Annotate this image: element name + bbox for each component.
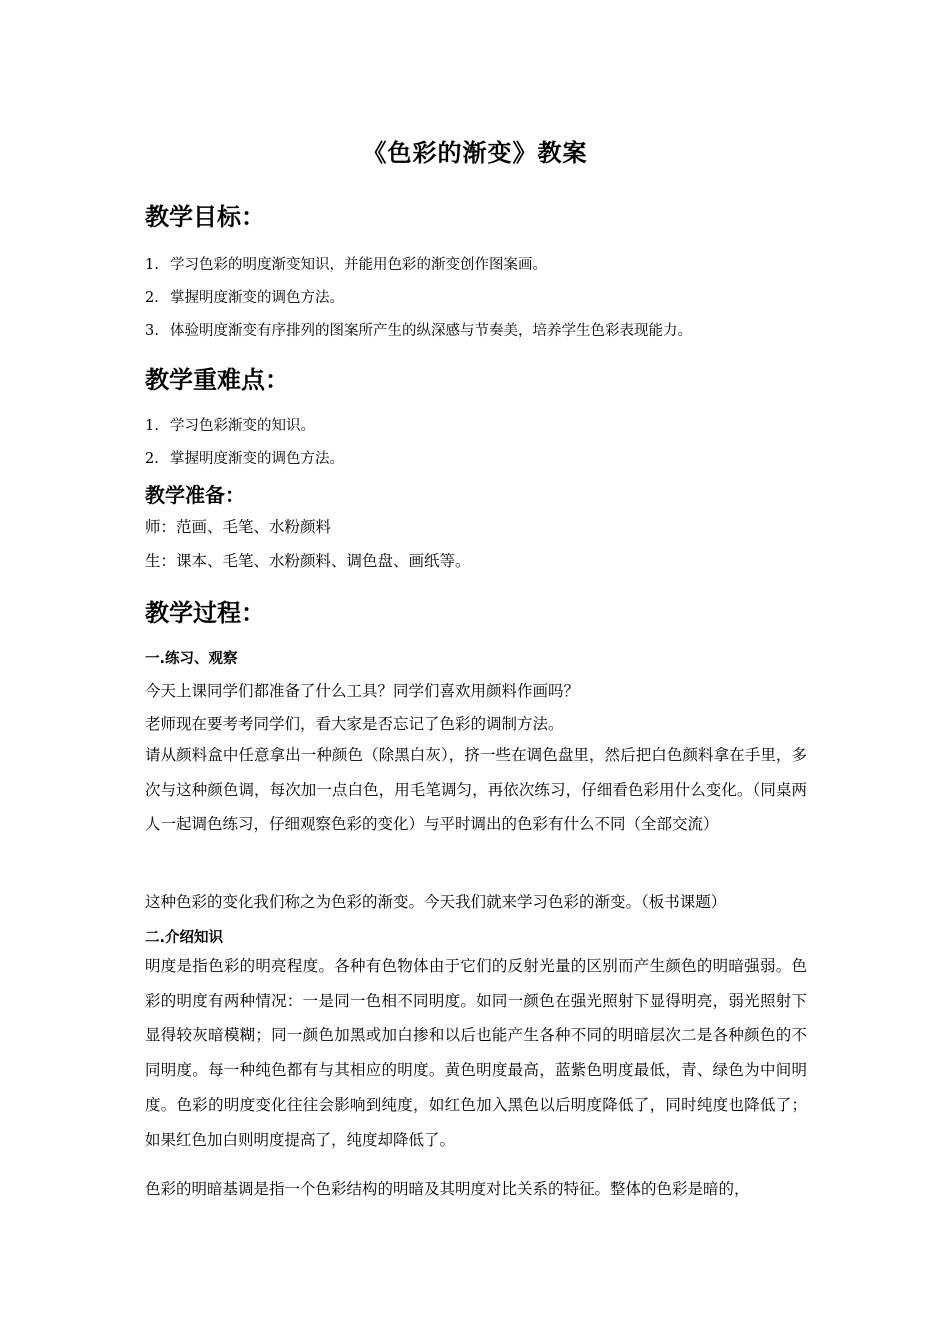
paragraph-line: 今天上课同学们都准备了什么工具？同学们喜欢用颜料作画吗？ [145, 682, 580, 700]
list-number: 3. [145, 323, 159, 339]
key-points-heading: 教学重难点： [145, 366, 289, 394]
list-number: 1. [145, 257, 159, 273]
list-item [145, 286, 344, 307]
list-item [145, 447, 344, 468]
paragraph-line: 老师现在要考考同学们，看大家是否忘记了色彩的调制方法。 [145, 715, 564, 733]
paragraph: 请从颜料盒中任意拿出一种颜色（除黑白灰），挤一些在调色盘里，然后把白色颜料拿在手里，多次与这种颜色调，每次加一点白色，用毛笔调匀，再依次练习，仔细看色彩用什么变化。（同桌两人一起调色练习，仔细观察色彩的变化）与平时调出的色彩有什么不同（全部交流） [145, 746, 807, 834]
paragraph-line: 色彩的明暗基调是指一个色彩结构的明暗及其明度对比关系的特征。整体的色彩是暗的， [145, 1180, 750, 1198]
list-number: 2. [145, 290, 159, 306]
list-text: 学习色彩渐变的知识。 [170, 418, 315, 434]
page-title: 《色彩的渐变》教案 [362, 139, 588, 167]
list-number: 1. [145, 418, 159, 434]
student-materials: 生：课本、毛笔、水粉颜料、调色盘、画纸等。 [145, 552, 471, 570]
paragraph-line: 这种色彩的变化我们称之为色彩的渐变。今天我们就来学习色彩的渐变。（板书课题） [145, 893, 727, 911]
list-text: 掌握明度渐变的调色方法。 [170, 290, 344, 306]
list-text: 体验明度渐变有序排列的图案所产生的纵深感与节奏美，培养学生色彩表现能力。 [170, 323, 692, 339]
objectives-heading: 教学目标： [145, 203, 265, 231]
paragraph: 明度是指色彩的明亮程度。各种有色物体由于它们的反射光量的区别而产生颜色的明暗强弱。色彩的明度有两种情况：一是同一色相不同明度。如同一颜色在强光照射下显得明亮，弱光照射下显得较灰暗模糊；同一颜色加黑或加白掺和以后也能产生各种不同的明暗层次二是各种颜色的不同明度。每一种纯色都有与其相应的明度。黄色明度最高，蓝紫色明度最低，青、绿色为中间明度。色彩的明度变化往往会影响到纯度，如红色加入黑色以后明度降低了，同时纯度也降低了；如果红色加白则明度提高了，纯度却降低了。 [145, 957, 807, 1149]
list-text: 学习色彩的明度渐变知识，并能用色彩的渐变创作图案画。 [170, 257, 547, 273]
list-item [145, 414, 315, 435]
list-item [145, 319, 692, 340]
preparation-heading: 教学准备： [145, 483, 245, 507]
list-item [145, 253, 547, 274]
process-heading: 教学过程： [145, 599, 265, 627]
teacher-materials: 师：范画、毛笔、水粉颜料 [145, 518, 332, 536]
section-heading: 一.练习、观察 [145, 651, 238, 667]
list-text: 掌握明度渐变的调色方法。 [170, 451, 344, 467]
section-heading: 二.介绍知识 [145, 930, 224, 946]
list-number: 2. [145, 451, 159, 467]
